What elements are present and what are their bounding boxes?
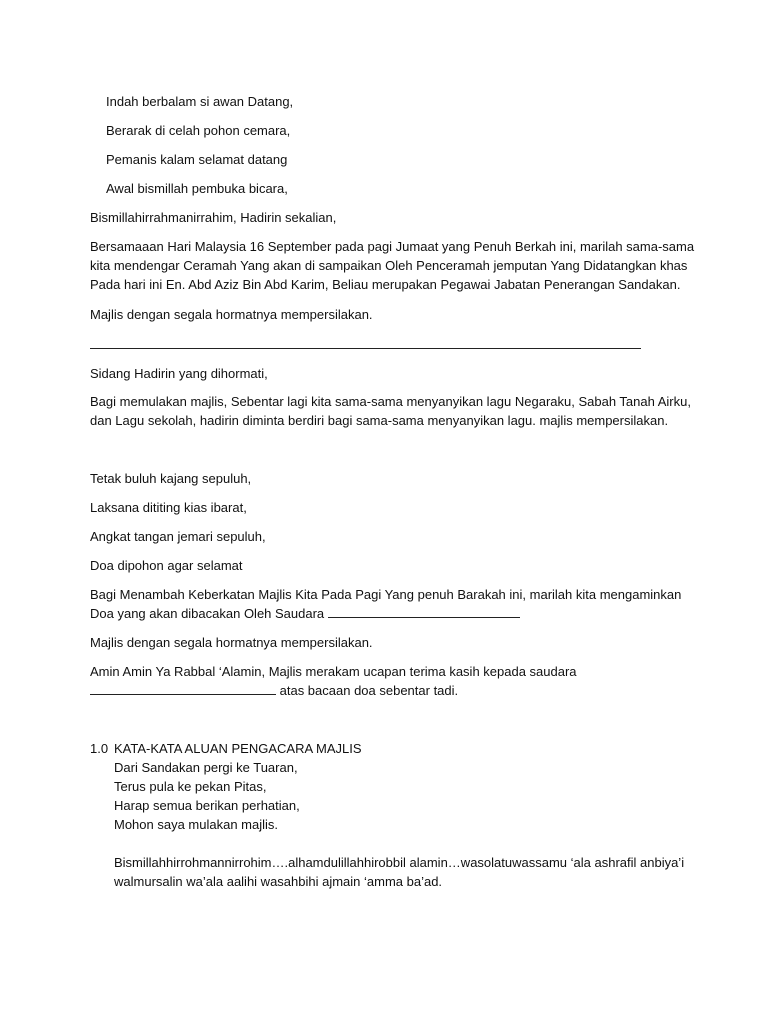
paragraph-text: atas bacaan doa sebentar tadi. [279, 683, 459, 698]
paragraph-line: Bagi Menambah Keberkatan Majlis Kita Pada Pagi Yang penuh Barakah ini, marilah kita mengaminkan [90, 587, 682, 602]
section-number: 1.0 [90, 741, 109, 756]
pantun-line: Angkat tangan jemari sepuluh, [90, 529, 266, 544]
fill-in-blank [90, 682, 276, 695]
invitation-line: Majlis dengan segala hormatnya mempersilakan. [90, 307, 373, 322]
paragraph-line: kita mendengar Ceramah Yang akan di sampaikan Oleh Penceramah jemputan Yang Didatangkan khas [90, 258, 688, 273]
paragraph-line [90, 682, 458, 700]
pantun-line: Mohon saya mulakan majlis. [114, 817, 279, 832]
greeting: Bismillahirrahmanirrahim, Hadirin sekalian, [90, 210, 337, 225]
pantun-line: Doa dipohon agar selamat [90, 558, 243, 573]
address-line: Sidang Hadirin yang dihormati, [90, 366, 268, 381]
pantun-line: Laksana dititing kias ibarat, [90, 500, 247, 515]
fill-in-blank [328, 605, 520, 618]
pantun-line: Berarak di celah pohon cemara, [106, 123, 291, 138]
pantun-line: Dari Sandakan pergi ke Tuaran, [114, 760, 298, 775]
pantun-line: Terus pula ke pekan Pitas, [114, 779, 267, 794]
invitation-line: Majlis dengan segala hormatnya mempersilakan. [90, 635, 373, 650]
paragraph-line: Pada hari ini En. Abd Aziz Bin Abd Karim, Beliau merupakan Pegawai Jabatan Penerangan Sandakan. [90, 277, 681, 292]
pantun-line: Pemanis kalam selamat datang [106, 152, 288, 167]
paragraph-line: Bismillahhirrohmannirrohim….alhamdulillahhirobbil alamin…wasolatuwassamu ‘ala ashrafil anbiya’i [114, 855, 685, 870]
pantun-line: Tetak buluh kajang sepuluh, [90, 471, 252, 486]
paragraph-line: walmursalin wa’ala aalihi wasahbihi ajmain ‘amma ba’ad. [114, 874, 443, 889]
paragraph-line: Bagi memulakan majlis, Sebentar lagi kita sama-sama menyanyikan lagu Negaraku, Sabah Tanah Airku, [90, 394, 691, 409]
section-heading: KATA-KATA ALUAN PENGACARA MAJLIS [114, 741, 362, 756]
paragraph-line [90, 605, 520, 623]
paragraph-line: dan Lagu sekolah, hadirin diminta berdiri bagi sama-sama menyanyikan lagu. majlis mempersilakan. [90, 413, 669, 428]
pantun-line: Indah berbalam si awan Datang, [106, 94, 294, 109]
paragraph-line: Amin Amin Ya Rabbal ‘Alamin, Majlis merakam ucapan terima kasih kepada saudara [90, 664, 577, 679]
pantun-line: Awal bismillah pembuka bicara, [106, 181, 288, 196]
separator-line [90, 348, 641, 349]
pantun-line: Harap semua berikan perhatian, [114, 798, 300, 813]
paragraph-line: Bersamaaan Hari Malaysia 16 September pada pagi Jumaat yang Penuh Berkah ini, marilah sama-sama [90, 239, 695, 254]
paragraph-text: Doa yang akan dibacakan Oleh Saudara [90, 606, 325, 621]
